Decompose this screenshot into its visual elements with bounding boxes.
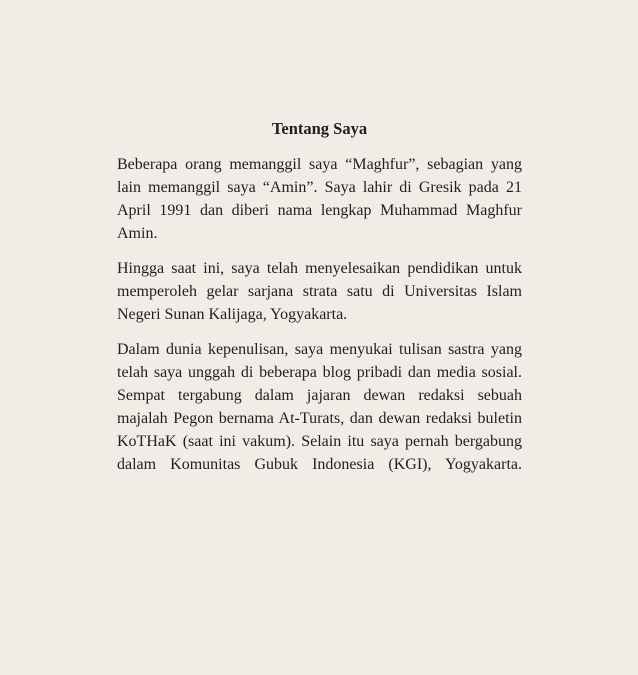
paragraph-writing: Dalam dunia kepenulisan, saya menyukai tulisan sastra yang telah saya unggah di beberapa blog pribadi dan media sosial. Sempat tergabung dalam jajaran dewan redaksi sebuah majalah Pegon bernama At-Turats, dan dewan redaksi buletin KoTHaK (saat ini vakum). Selain itu saya pernah bergabung dalam Komunitas Gubuk Indonesia (KGI), Yogyakarta.	[117, 341, 522, 473]
paragraph-introduction: Beberapa orang memanggil saya “Maghfur”, sebagian yang lain memanggil saya “Amin”. Saya lahir di Gresik pada 21 April 1991 dan diberi nama lengkap Muhammad Maghfur Amin.	[117, 156, 522, 242]
page-title: Tentang Saya	[271, 119, 368, 138]
paragraph-education: Hingga saat ini, saya telah menyelesaikan pendidikan untuk memperoleh gelar sarjana strata satu di Universitas Islam Negeri Sunan Kalijaga, Yogyakarta.	[117, 260, 522, 323]
document-page	[117, 118, 522, 488]
